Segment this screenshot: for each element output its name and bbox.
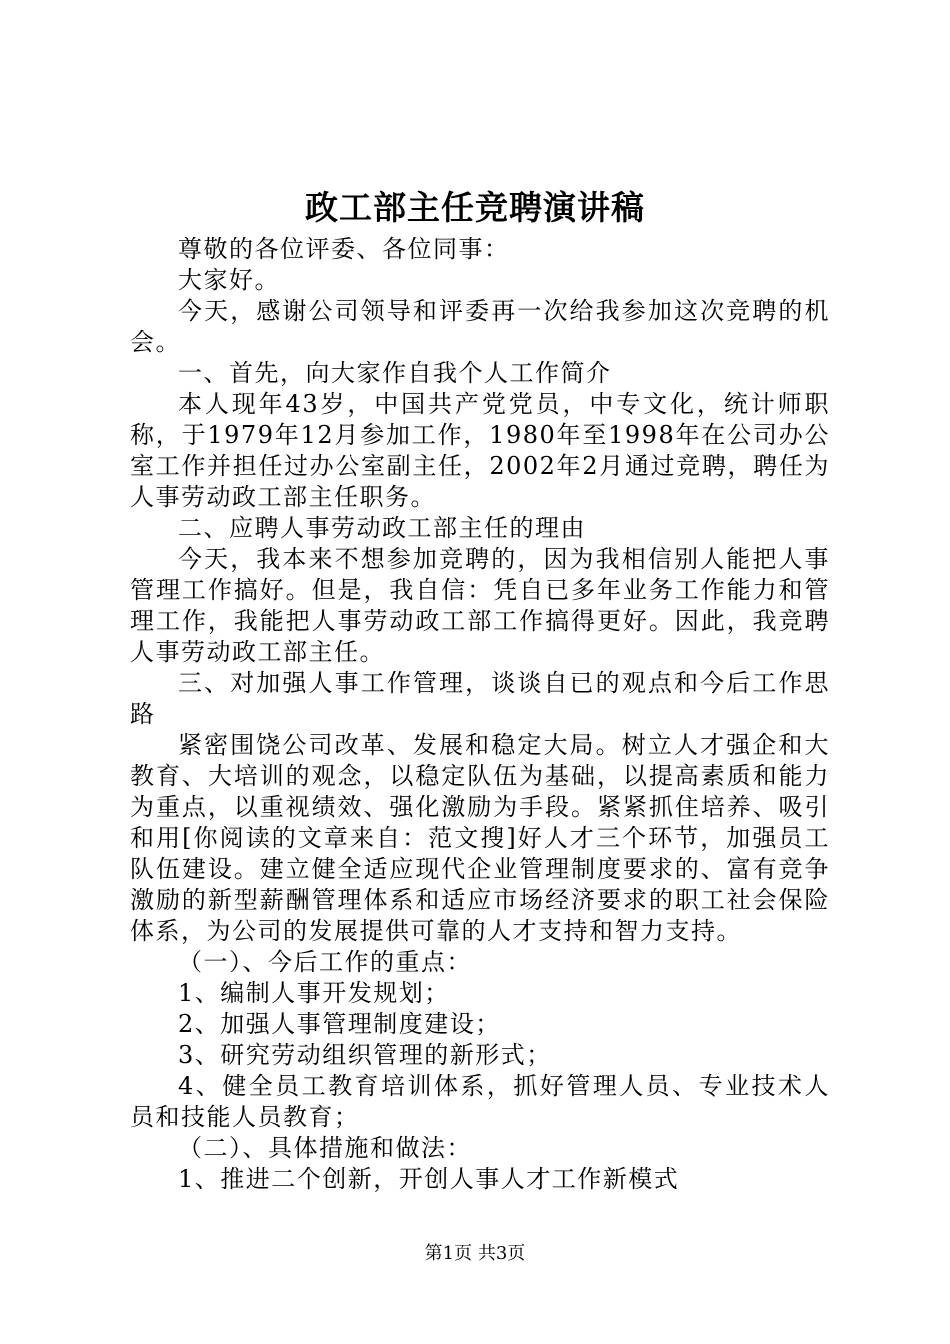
list-item: 4、健全员工教育培训体系，抓好管理人员、专业技术人员和技能人员教育； [130,1072,830,1131]
salutation: 尊敬的各位评委、各位同事： [178,235,510,263]
document-body [130,234,830,1195]
paragraph-introduction: 本人现年43岁，中国共产党党员，中专文化，统计师职称，于1979年12月参加工作，1980年至1998年在公司办公室工作并担任过办公室副主任，2002年2月通过竞聘，聘任为人事劳动政工部主任职务。 [130,390,830,511]
section-heading-1: 一、首先，向大家作自我个人工作简介 [178,359,612,387]
list-item: 1、编制人事开发规划； [178,979,450,1007]
greeting: 大家好。 [178,266,280,294]
subsection-heading-1: （一）、今后工作的重点： [178,948,472,976]
section-heading-2: 二、应聘人事劳动政工部主任的理由 [178,514,586,542]
subsection-heading-2: （二）、具体措施和做法： [178,1134,472,1162]
list-item: 2、加强人事管理制度建设； [178,1010,501,1038]
paragraph-reason: 今天，我本来不想参加竞聘的，因为我相信别人能把人事管理工作搞好。但是，我自信：凭自已多年业务工作能力和管理工作，我能把人事劳动政工部工作搞得更好。因此，我竞聘人事劳动政工部主任。 [130,545,830,666]
section-heading-3: 三、对加强人事工作管理，谈谈自已的观点和今后工作思路 [130,669,830,728]
list-item: 1、推进二个创新，开创人事人才工作新模式 [178,1165,680,1193]
paragraph-thanks: 今天，感谢公司领导和评委再一次给我参加这次竞聘的机会。 [130,297,830,356]
document-title: 政工部主任竞聘演讲稿 [305,188,645,227]
page-number: 第1页 共3页 [424,1243,526,1264]
list-item: 3、研究劳动组织管理的新形式； [178,1041,552,1069]
paragraph-strategy: 紧密围饶公司改革、发展和稳定大局。树立人才强企和大教育、大培训的观念，以稳定队伍为基础，以提高素质和能力为重点，以重视绩效、强化激励为手段。紧紧抓住培养、吸引和用[你阅读的文章来自：范文搜]好人才三个环节，加强员工队伍建设。建立健全适应现代企业管理制度要求的、富有竞争激励的新型薪酬管理体系和适应市场经济要求的职工社会保险体系，为公司的发展提供可靠的人才支持和智力支持。 [130,731,830,945]
